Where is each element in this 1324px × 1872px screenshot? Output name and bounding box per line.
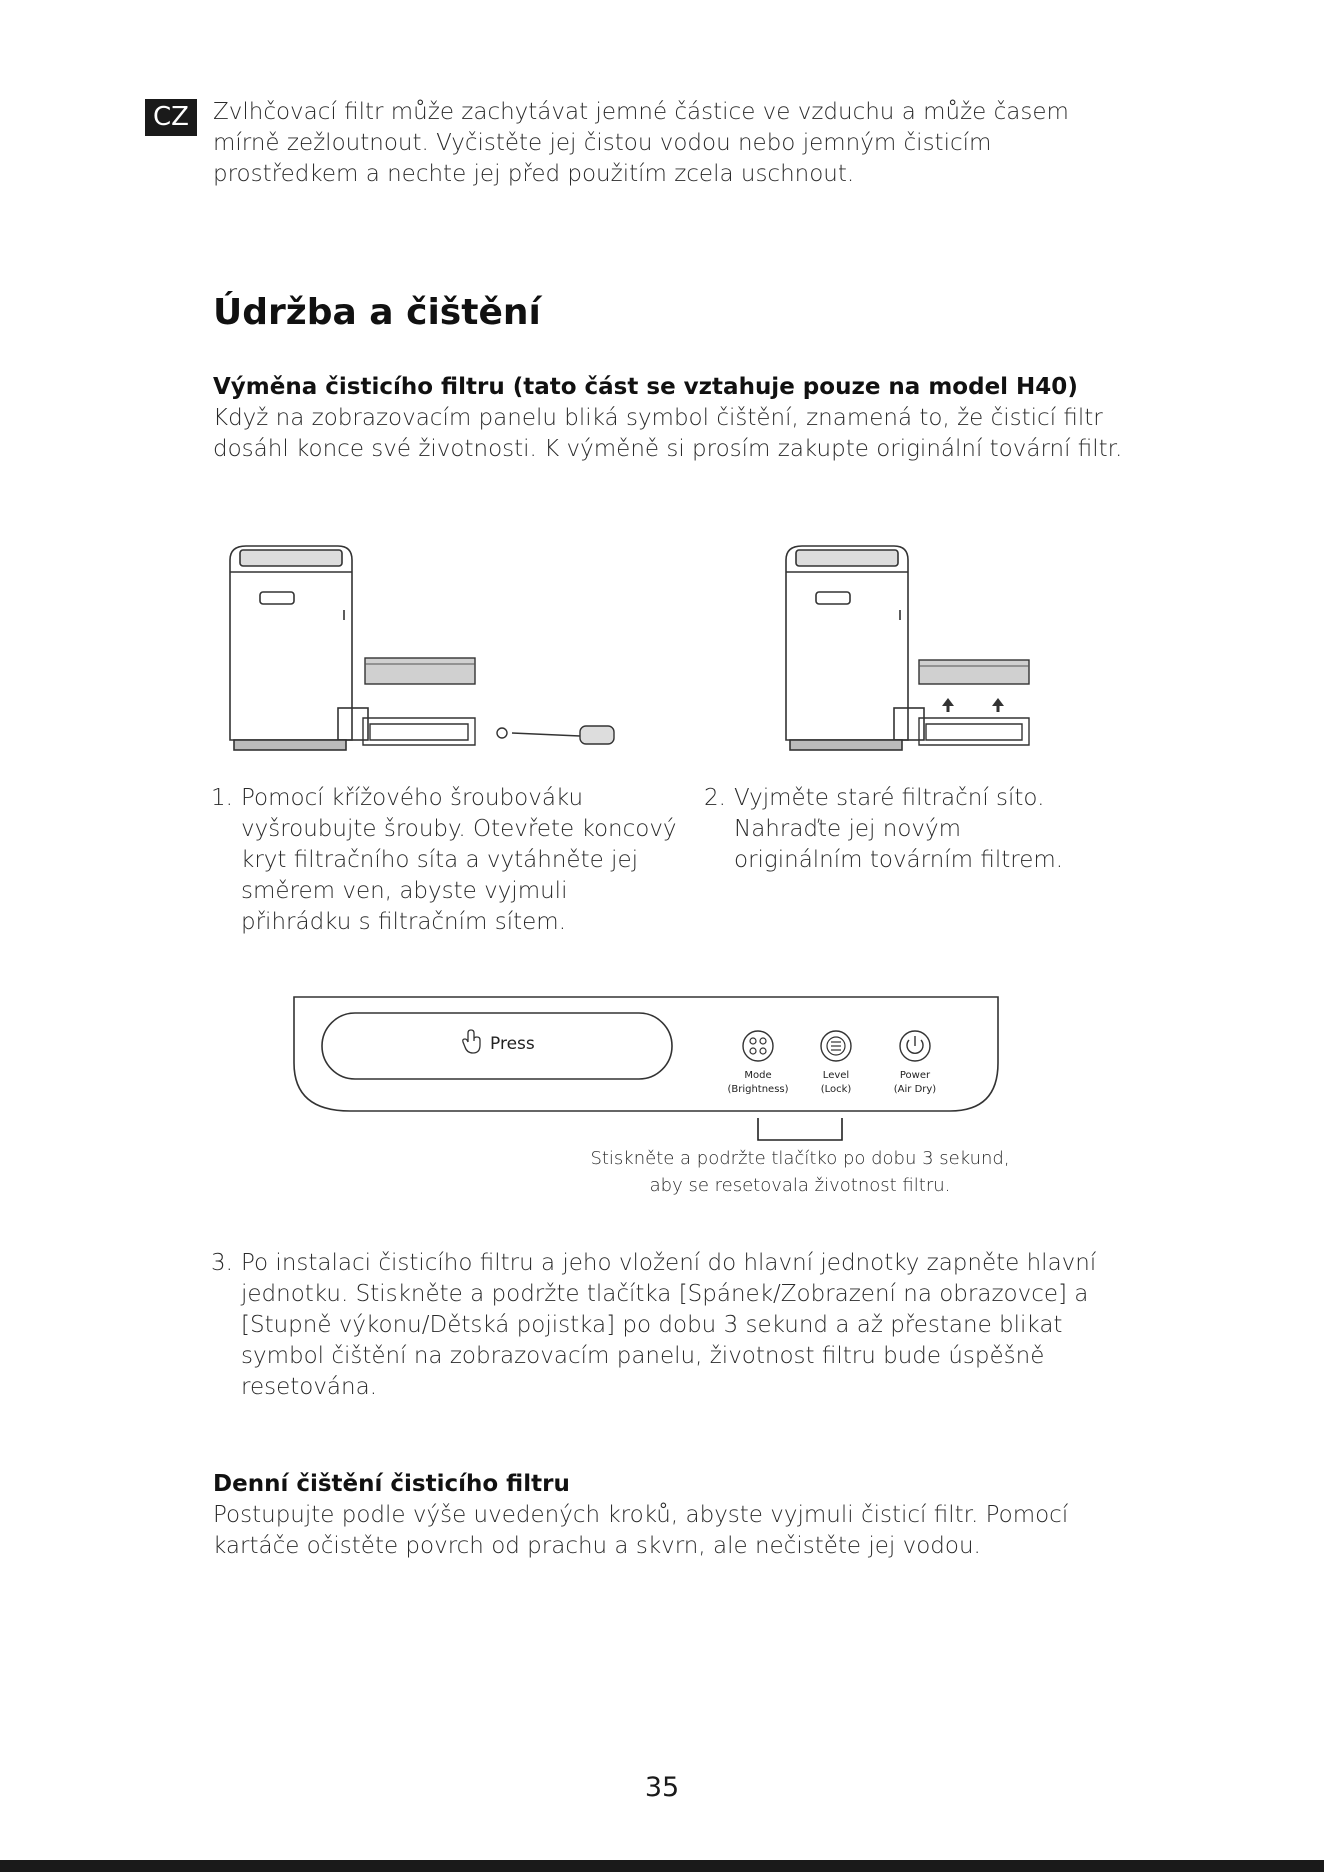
power-icon [907, 1036, 923, 1053]
level-button [821, 1031, 852, 1095]
caption-line-1: Stiskněte a podržte tlačítko po dobu 3 sekund, [590, 1148, 1010, 1169]
mode-icon [750, 1038, 766, 1054]
mode-button [727, 1031, 788, 1095]
level-label: Level [822, 1070, 850, 1081]
language-badge: CZ [145, 99, 197, 136]
section-heading: Údržba a čištění [213, 292, 541, 333]
filter-replacement-title: Výměna čisticího filtru (tato část se vztahuje pouze na model H40) [213, 374, 1078, 400]
illustration-filter-removal [220, 540, 630, 770]
power-sublabel: (Air Dry) [893, 1084, 937, 1095]
step-3 [211, 1248, 1151, 1408]
step-text: Pomocí křížového šroubováku vyšroubujte šrouby. Otevřete koncový kryt filtračního síta a vytáhněte jej směrem ven, abyste vyjmuli přihrádku s filtračním sítem. [241, 785, 677, 935]
mode-label: Mode [744, 1070, 772, 1081]
step-text: Po instalaci čisticího filtru a jeho vložení do hlavní jednotky zapněte hlavní jednotku. Stiskněte a podržte tlačítka [Spánek/Zobrazení na obrazovce] a [Stupně výkonu/Dětská pojistka] po dobu 3 sekund a až přestane blikat symbol čištění na zobrazovacím panelu, životnost filtru bude úspěšně resetována. [241, 1250, 1097, 1400]
panel-caption [540, 1145, 1060, 1199]
arrow-up-icon [942, 698, 1004, 712]
filter-replacement-text: Když na zobrazovacím panelu bliká symbol čištění, znamená to, že čisticí filtr dosáhl konce své životnosti. K výměně si prosím zakupte originální tovární filtr. [213, 405, 1123, 462]
daily-cleaning-text: Postupujte podle výše uvedených kroků, abyste vyjmuli čisticí filtr. Pomocí kartáče očistěte povrch od prachu a skvrn, ale nečistěte jej vodou. [213, 1502, 1069, 1559]
step-1 [211, 783, 691, 943]
illustration-filter-replace [776, 540, 1046, 770]
power-button [894, 1031, 937, 1095]
screwdriver-icon [497, 726, 614, 744]
press-label: Press [490, 1034, 535, 1054]
level-sublabel: (Lock) [820, 1084, 852, 1095]
power-label: Power [899, 1070, 931, 1081]
intro-paragraph: Zvlhčovací filtr může zachytávat jemné částice ve vzduchu a může časem mírně zežloutnout. Vyčistěte jej čistou vodou nebo jemným čisticím prostředkem a nechte jej před použitím zcela uschnout. [213, 99, 1069, 187]
hand-press-icon [463, 1030, 480, 1053]
control-panel-diagram [290, 993, 1005, 1143]
callout-bracket [758, 1118, 842, 1140]
filter-block [365, 658, 475, 684]
step-number: 3. [211, 1250, 233, 1276]
step-number: 1. [211, 785, 233, 811]
bottom-bar [0, 1860, 1324, 1872]
step-number: 2. [704, 785, 726, 811]
page-number: 35 [644, 1772, 680, 1803]
step-2 [704, 783, 1124, 883]
caption-line-2: aby se resetovala životnost filtru. [649, 1175, 951, 1196]
daily-cleaning-title: Denní čištění čisticího filtru [213, 1471, 570, 1497]
level-icon [827, 1037, 845, 1055]
step-text: Vyjměte staré filtrační síto. Nahraďte jej novým originálním továrním filtrem. [734, 785, 1064, 873]
mode-sublabel: (Brightness) [727, 1084, 789, 1095]
